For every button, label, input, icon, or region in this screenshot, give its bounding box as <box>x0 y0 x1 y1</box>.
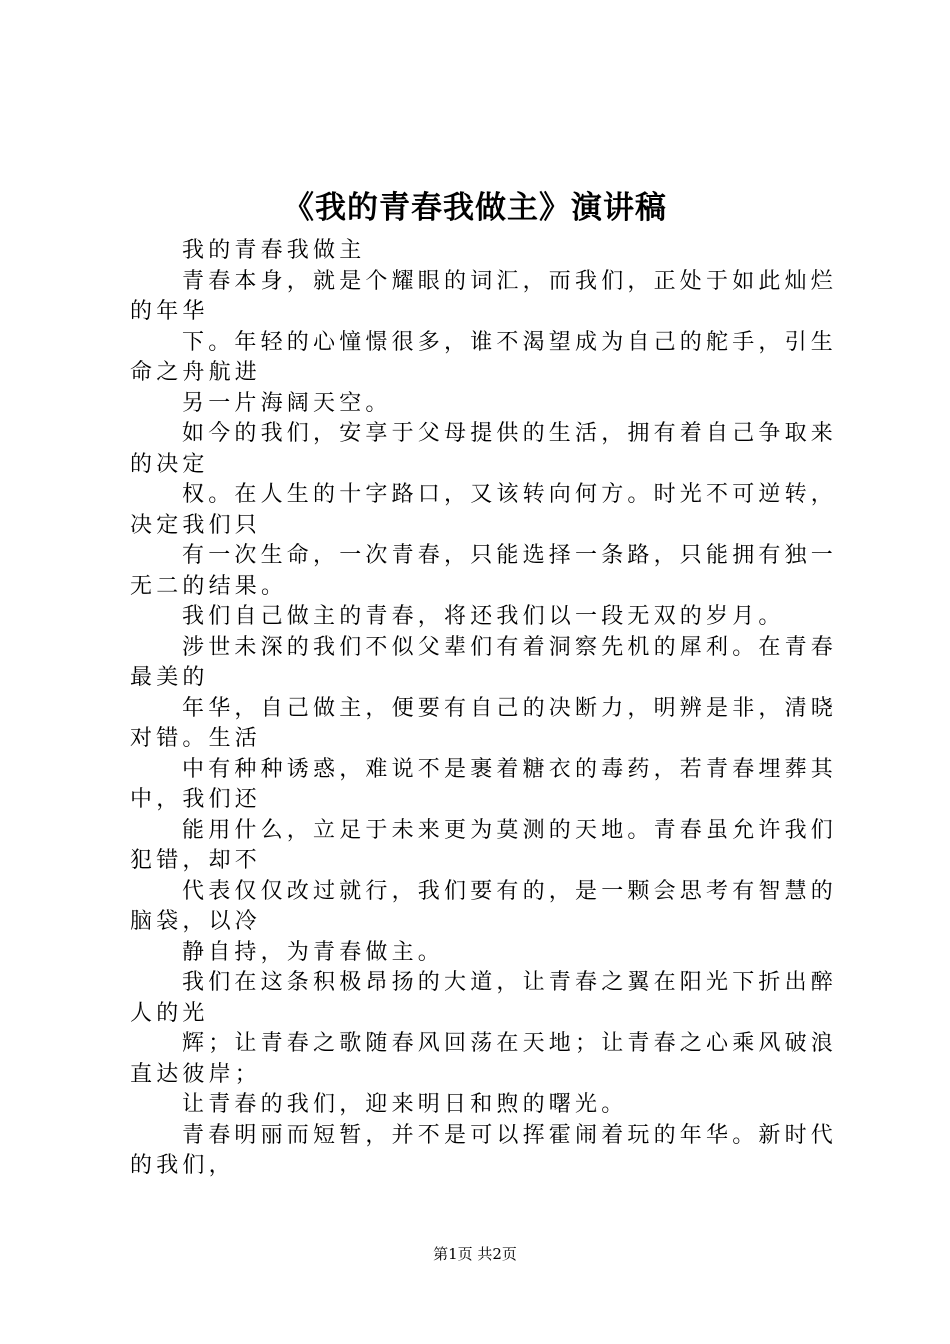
paragraph-line: 年华，自己做主，便要有自己的决断力，明辨是非，清晓 <box>182 695 838 721</box>
paragraph-line: 最美的 <box>130 665 209 690</box>
paragraph-line: 能用什么，立足于未来更为莫测的天地。青春虽允许我们 <box>182 817 838 843</box>
paragraph-line: 对错。生活 <box>130 726 262 751</box>
paragraph-line: 无二的结果。 <box>130 573 288 599</box>
paragraph-line: 中有种种诱惑，难说不是裹着糖衣的毒药，若青春埋葬其 <box>182 756 838 782</box>
paragraph-line: 辉；让青春之歌随春风回荡在天地；让青春之心乘风破浪 <box>182 1031 838 1056</box>
paragraph-line: 青春明丽而短暂，并不是可以挥霍闹着玩的年华。新时代 <box>182 1122 838 1148</box>
paragraph-line: 的年华 <box>130 299 209 324</box>
paragraph-line: 人的光 <box>130 1000 209 1026</box>
paragraph-line: 静自持，为青春做主。 <box>182 939 445 965</box>
paragraph-line: 直达彼岸； <box>130 1061 262 1087</box>
paragraph-line: 的我们， <box>130 1153 235 1178</box>
paragraph-line: 另一片海阔天空。 <box>182 390 392 416</box>
paragraph-line: 代表仅仅改过就行，我们要有的，是一颗会思考有智慧的 <box>182 878 838 904</box>
paragraph-line: 犯错，却不 <box>130 848 262 873</box>
paragraph-line: 权。在人生的十字路口，又该转向何方。时光不可逆转， <box>182 482 838 507</box>
paragraph-line: 决定我们只 <box>130 512 262 538</box>
paragraph-line: 中，我们还 <box>130 787 262 812</box>
paragraph-line: 的决定 <box>130 451 209 477</box>
paragraph-line: 命之舟航进 <box>130 360 262 385</box>
paragraph-line: 让青春的我们，迎来明日和煦的曙光。 <box>182 1092 628 1117</box>
paragraph-line: 我们自己做主的青春，将还我们以一段无双的岁月。 <box>182 604 785 629</box>
paragraph-line: 有一次生命，一次青春，只能选择一条路，只能拥有独一 <box>182 543 838 568</box>
paragraph-line: 下。年轻的心憧憬很多，谁不渴望成为自己的舵手，引生 <box>182 329 838 355</box>
document-title: 《我的青春我做主》演讲稿 <box>283 190 667 226</box>
paragraph-line: 我的青春我做主 <box>182 238 366 263</box>
paragraph-line: 青春本身，就是个耀眼的词汇，而我们，正处于如此灿烂 <box>182 268 838 294</box>
paragraph-line: 涉世未深的我们不似父辈们有着洞察先机的犀利。在青春 <box>182 634 838 660</box>
paragraph-line: 脑袋，以冷 <box>130 909 262 934</box>
page-footer: 第1页 共2页 <box>433 1245 517 1263</box>
document-body <box>130 236 838 1182</box>
paragraph-line: 如今的我们，安享于父母提供的生活，拥有着自己争取来 <box>182 421 838 446</box>
paragraph-line: 我们在这条积极昂扬的大道，让青春之翼在阳光下折出醉 <box>182 970 838 995</box>
